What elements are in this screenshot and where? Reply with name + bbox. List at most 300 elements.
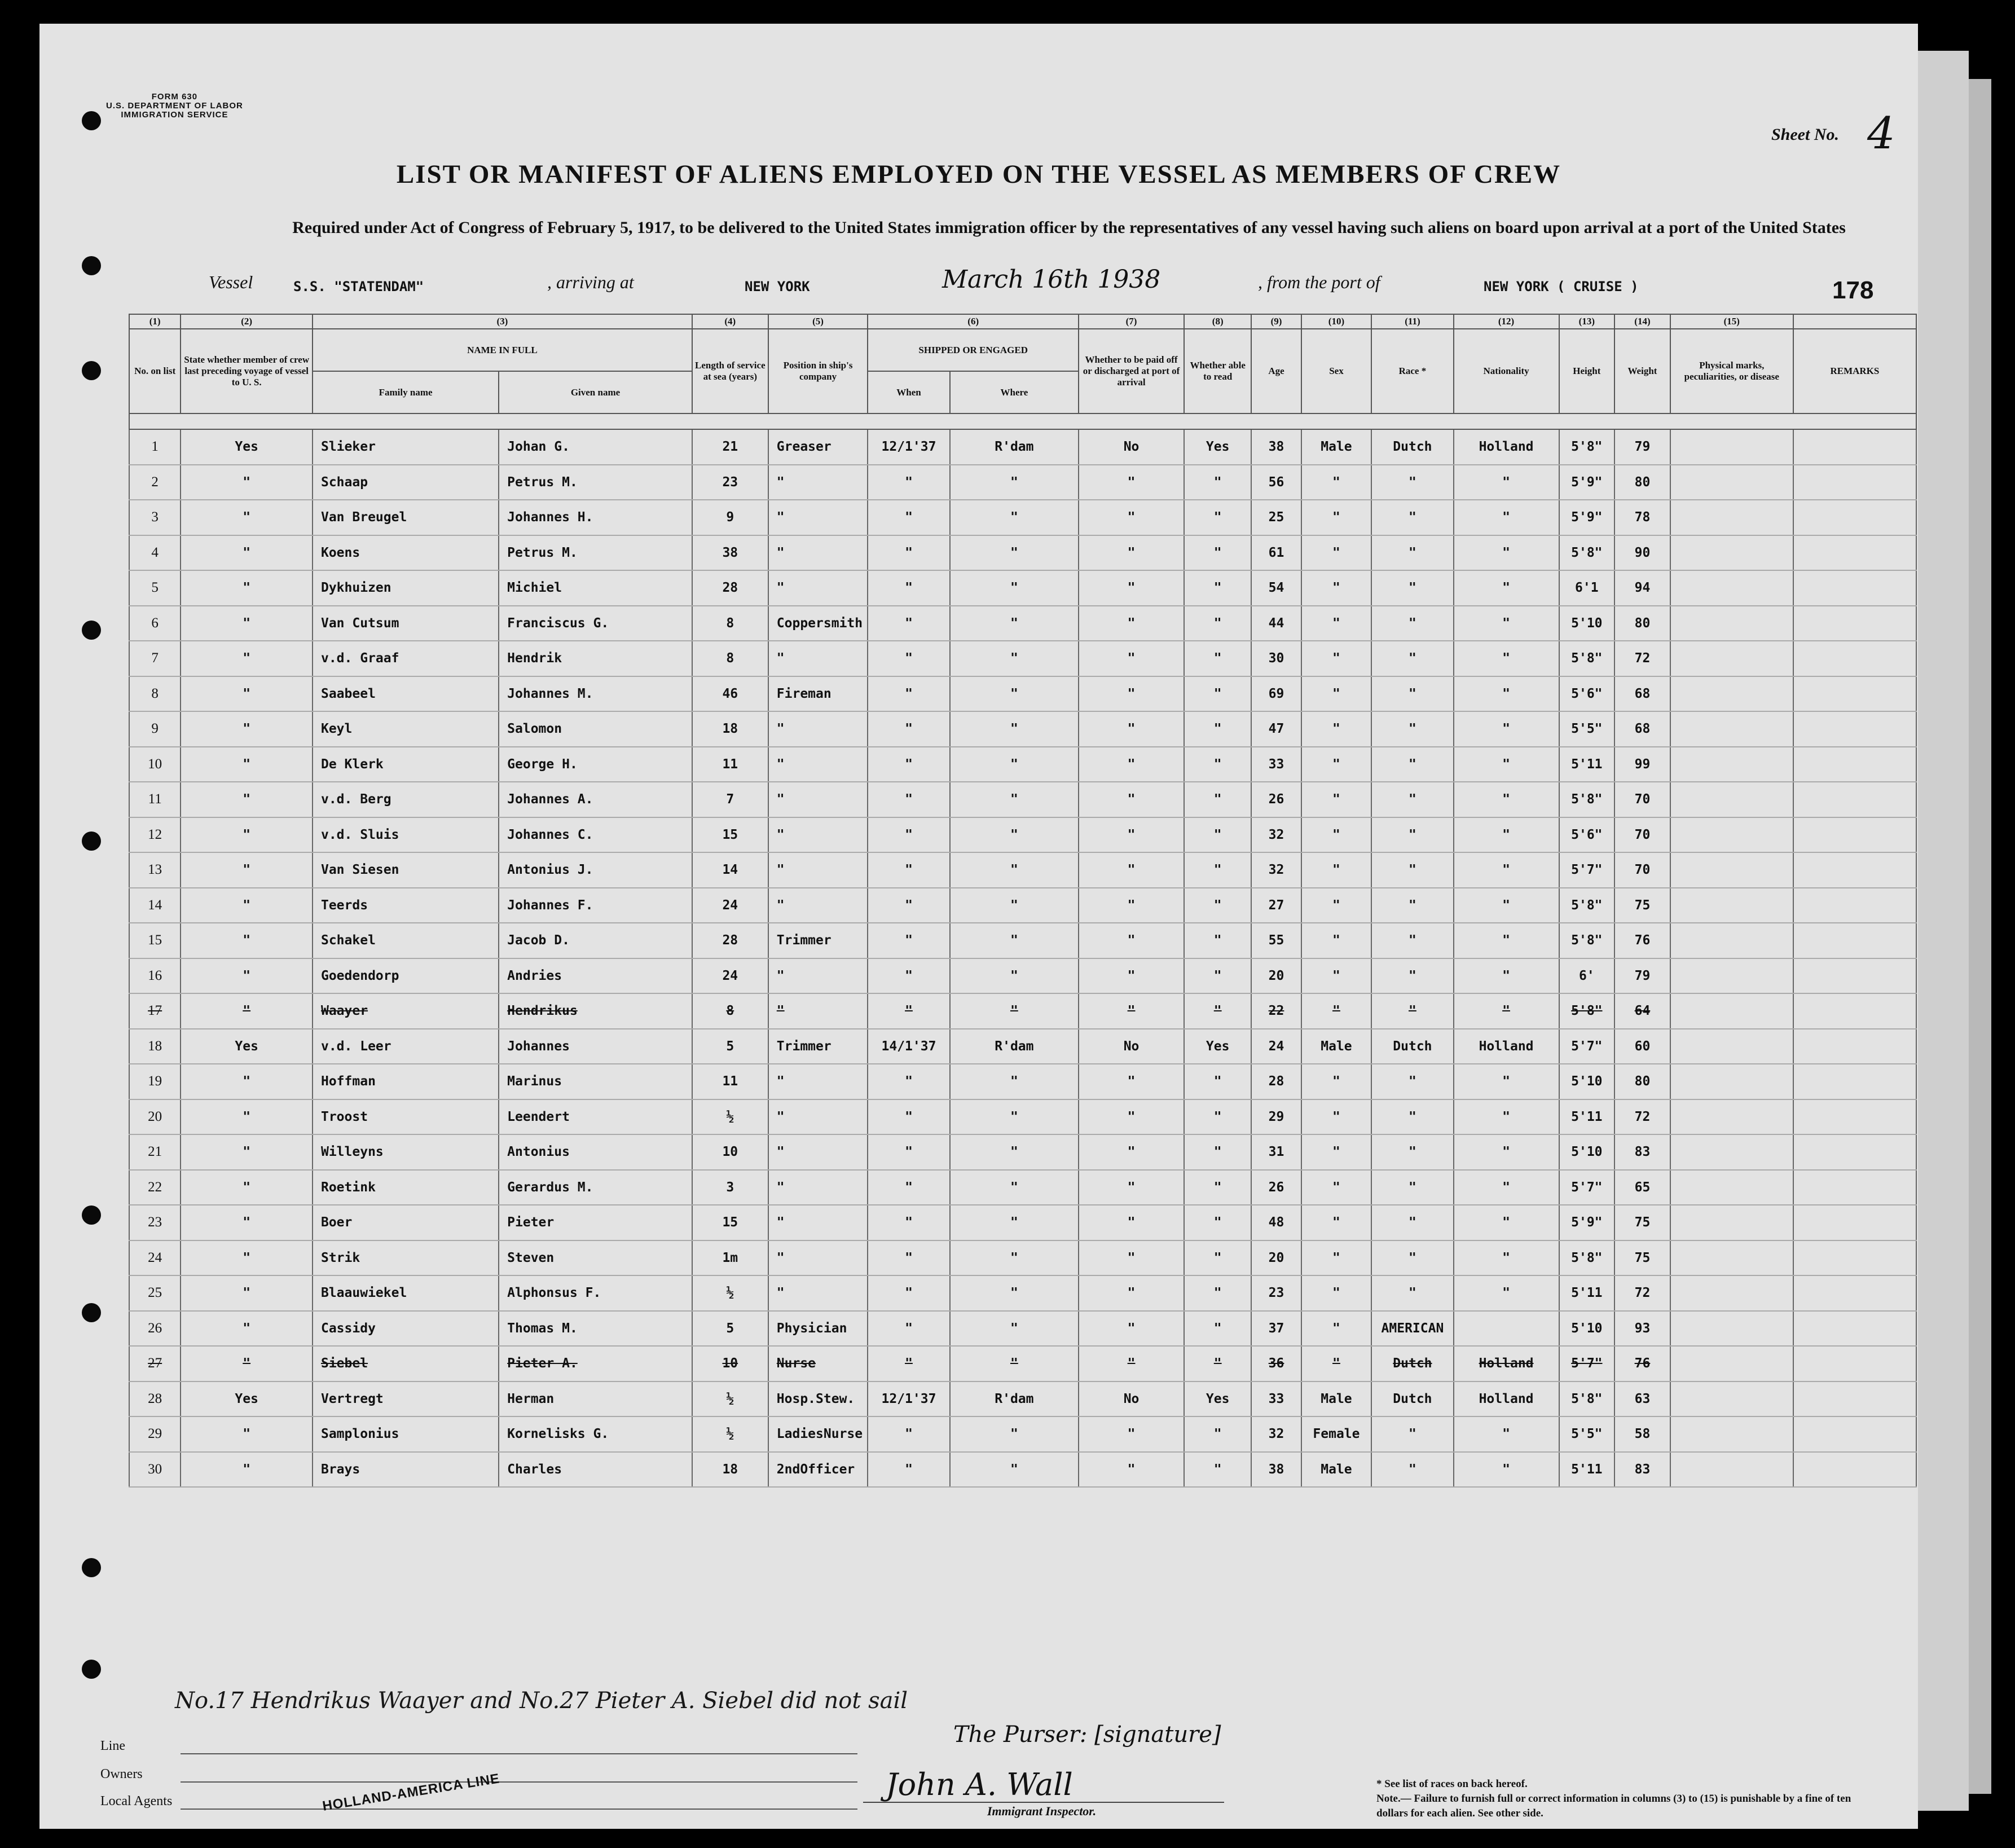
cell-race: " [1371,852,1453,888]
header-no-on-list: No. on list [129,329,181,413]
cell-given-name: Johan G. [499,429,692,465]
cell-age: 26 [1251,782,1301,817]
col-num: (9) [1251,314,1301,329]
cell-previous-voyage: " [181,888,313,923]
cell-position: " [768,1205,868,1240]
cell-weight: 64 [1614,993,1670,1029]
cell-remarks [1793,1099,1916,1135]
cell-height: 5'5" [1559,711,1615,747]
cell-nationality: " [1454,782,1559,817]
cell-length-of-service: 5 [692,1311,768,1347]
header-sex: Sex [1301,329,1372,413]
cell-given-name: George H. [499,747,692,782]
cell-length-of-service: 23 [692,465,768,500]
cell-race: Dutch [1371,1346,1453,1381]
cell-age: 24 [1251,1029,1301,1064]
line-label: Line [100,1739,125,1753]
col-num: (14) [1614,314,1670,329]
cell-nationality: Holland [1454,1346,1559,1381]
cell-physical-marks [1670,1134,1793,1170]
cell-height: 5'9" [1559,465,1615,500]
cell-age: 55 [1251,923,1301,958]
cell-length-of-service: 24 [692,888,768,923]
cell-nationality: Holland [1454,1381,1559,1417]
cell-no: 16 [129,958,181,994]
cell-able-to-read: " [1184,711,1251,747]
crew-row [129,1452,1916,1488]
cell-given-name: Gerardus M. [499,1170,692,1205]
page-title: LIST OR MANIFEST OF ALIENS EMPLOYED ON THE VESSEL AS MEMBERS OF CREW [396,160,1561,189]
cell-age: 30 [1251,641,1301,676]
col-num: (10) [1301,314,1372,329]
cell-height: 5'7" [1559,852,1615,888]
cell-sex: " [1301,1311,1372,1347]
cell-nationality: Holland [1454,429,1559,465]
crew-row [129,1275,1916,1311]
cell-sex: " [1301,1275,1372,1311]
cell-physical-marks [1670,1099,1793,1135]
cell-nationality: " [1454,1099,1559,1135]
cell-physical-marks [1670,782,1793,817]
cell-family-name: Slieker [313,429,499,465]
header-row-1 [129,329,1916,371]
crew-row [129,888,1916,923]
cell-paid-off: " [1079,747,1184,782]
cell-able-to-read: " [1184,1064,1251,1099]
cell-given-name: Hendrik [499,641,692,676]
cell-age: 31 [1251,1134,1301,1170]
cell-where: " [950,1064,1079,1099]
cell-weight: 83 [1614,1452,1670,1488]
binder-hole [82,111,101,130]
cell-where: R'dam [950,429,1079,465]
cell-physical-marks [1670,817,1793,853]
cell-physical-marks [1670,1170,1793,1205]
cell-weight: 99 [1614,747,1670,782]
cell-previous-voyage: " [181,1346,313,1381]
cell-weight: 68 [1614,676,1670,712]
cell-remarks [1793,570,1916,606]
cell-previous-voyage: " [181,570,313,606]
cell-given-name: Michiel [499,570,692,606]
cell-race: " [1371,747,1453,782]
cell-family-name: v.d. Graaf [313,641,499,676]
col-num: (11) [1371,314,1453,329]
header-paid-off: Whether to be paid off or discharged at port of arrival [1079,329,1184,413]
cell-age: 44 [1251,606,1301,641]
col-num: (2) [181,314,313,329]
binder-hole [82,1558,101,1577]
cell-length-of-service: 8 [692,606,768,641]
cell-age: 29 [1251,1099,1301,1135]
cell-no: 3 [129,500,181,535]
cell-sex: " [1301,888,1372,923]
cell-position: " [768,782,868,817]
crew-row [129,958,1916,994]
cell-paid-off: " [1079,606,1184,641]
cell-remarks [1793,747,1916,782]
cell-paid-off: " [1079,852,1184,888]
crew-row [129,923,1916,958]
cell-physical-marks [1670,641,1793,676]
footnote-penalty: Note.— Failure to furnish full or correct information in columns (3) to (15) is punishable by a fine of ten dollars for each alien. See other side. [1376,1793,1851,1819]
cell-able-to-read: " [1184,993,1251,1029]
cell-no: 25 [129,1275,181,1311]
cell-family-name: Hoffman [313,1064,499,1099]
cell-age: 33 [1251,1381,1301,1417]
cell-sex: " [1301,1170,1372,1205]
cell-remarks [1793,993,1916,1029]
cell-able-to-read: " [1184,1416,1251,1452]
cell-when: " [868,1099,949,1135]
cell-length-of-service: 28 [692,570,768,606]
cell-when: " [868,923,949,958]
column-number-row [129,314,1916,329]
cell-paid-off: " [1079,958,1184,994]
cell-sex: " [1301,535,1372,571]
cell-no: 22 [129,1170,181,1205]
inspector-caption: Immigrant Inspector. [987,1804,1097,1818]
cell-no: 15 [129,923,181,958]
cell-weight: 79 [1614,429,1670,465]
cell-where: " [950,888,1079,923]
cell-height: 5'11 [1559,1099,1615,1135]
cell-physical-marks [1670,923,1793,958]
cell-position: " [768,958,868,994]
cell-sex: " [1301,923,1372,958]
cell-age: 47 [1251,711,1301,747]
cell-position: " [768,570,868,606]
cell-position: " [768,500,868,535]
cell-race: " [1371,782,1453,817]
cell-position: " [768,1099,868,1135]
cell-weight: 68 [1614,711,1670,747]
cell-length-of-service: 18 [692,711,768,747]
col-num: (7) [1079,314,1184,329]
cell-family-name: Cassidy [313,1311,499,1347]
header-previous-voyage: State whether member of crew last preceding voyage of vessel to U. S. [181,329,313,413]
cell-position: " [768,465,868,500]
crew-row [129,606,1916,641]
cell-where: " [950,1275,1079,1311]
cell-sex: Male [1301,1452,1372,1488]
cell-sex: " [1301,817,1372,853]
cell-age: 32 [1251,1416,1301,1452]
col-num: (5) [768,314,868,329]
crew-row [129,500,1916,535]
cell-family-name: Van Cutsum [313,606,499,641]
header-weight: Weight [1614,329,1670,413]
cell-no: 20 [129,1099,181,1135]
sheet-label: Sheet No. [1771,125,1839,144]
crew-row [129,747,1916,782]
cell-no: 24 [129,1240,181,1276]
cell-given-name: Charles [499,1452,692,1488]
cell-age: 26 [1251,1170,1301,1205]
cell-age: 20 [1251,958,1301,994]
header-height: Height [1559,329,1615,413]
owners-rule [181,1781,857,1783]
cell-nationality: " [1454,1452,1559,1488]
cell-height: 5'8" [1559,888,1615,923]
cell-given-name: Leendert [499,1099,692,1135]
cell-family-name: Schakel [313,923,499,958]
cell-position: Coppersmith [768,606,868,641]
cell-able-to-read: " [1184,500,1251,535]
cell-given-name: Franciscus G. [499,606,692,641]
cell-remarks [1793,606,1916,641]
cell-age: 38 [1251,429,1301,465]
cell-where: " [950,711,1079,747]
cell-remarks [1793,1170,1916,1205]
cell-position: " [768,817,868,853]
cell-able-to-read: " [1184,641,1251,676]
cell-given-name: Antonius [499,1134,692,1170]
cell-nationality [1454,1311,1559,1347]
col-num: (15) [1670,314,1793,329]
cell-remarks [1793,1240,1916,1276]
cell-age: 27 [1251,888,1301,923]
cell-length-of-service: 15 [692,1205,768,1240]
cell-able-to-read: " [1184,1205,1251,1240]
cell-length-of-service: 10 [692,1346,768,1381]
cell-remarks [1793,535,1916,571]
cell-height: 5'10 [1559,1311,1615,1347]
cell-when: " [868,993,949,1029]
cell-weight: 75 [1614,1205,1670,1240]
header-spacer-row [129,413,1916,429]
manifest-page [39,24,1918,1829]
cell-sex: " [1301,606,1372,641]
cell-able-to-read: " [1184,817,1251,853]
cell-age: 32 [1251,817,1301,853]
binder-hole [82,831,101,851]
cell-race: " [1371,570,1453,606]
cell-previous-voyage: " [181,1134,313,1170]
cell-position: Nurse [768,1346,868,1381]
cell-race: " [1371,465,1453,500]
cell-when: " [868,1240,949,1276]
cell-given-name: Pieter [499,1205,692,1240]
cell-where: " [950,1170,1079,1205]
cell-height: 5'8" [1559,1240,1615,1276]
cell-race: " [1371,676,1453,712]
col-num: (4) [692,314,768,329]
cell-given-name: Pieter A. [499,1346,692,1381]
cell-paid-off: " [1079,1346,1184,1381]
cell-when: " [868,1311,949,1347]
cell-when: " [868,570,949,606]
underlying-page-edge [1918,51,1969,1811]
cell-sex: " [1301,782,1372,817]
cell-where: " [950,676,1079,712]
cell-remarks [1793,711,1916,747]
cell-height: 5'8" [1559,923,1615,958]
cell-previous-voyage: " [181,465,313,500]
cell-height: 5'7" [1559,1170,1615,1205]
header-nationality: Nationality [1454,329,1559,413]
cell-when: " [868,500,949,535]
crew-row [129,1064,1916,1099]
cell-family-name: Blaauwiekel [313,1275,499,1311]
cell-no: 30 [129,1452,181,1488]
cell-able-to-read: " [1184,1170,1251,1205]
cell-age: 61 [1251,535,1301,571]
cell-no: 14 [129,888,181,923]
cell-physical-marks [1670,852,1793,888]
cell-no: 7 [129,641,181,676]
cell-sex: " [1301,1064,1372,1099]
cell-no: 26 [129,1311,181,1347]
header-remarks: REMARKS [1793,329,1916,413]
vessel-label: Vessel [209,272,253,292]
cell-no: 10 [129,747,181,782]
cell-when: 14/1'37 [868,1029,949,1064]
cell-weight: 75 [1614,1240,1670,1276]
cell-weight: 63 [1614,1381,1670,1417]
cell-weight: 79 [1614,958,1670,994]
cell-paid-off: " [1079,888,1184,923]
cell-able-to-read: " [1184,1134,1251,1170]
cell-sex: " [1301,641,1372,676]
cell-given-name: Andries [499,958,692,994]
cell-weight: 70 [1614,852,1670,888]
cell-no: 6 [129,606,181,641]
cell-able-to-read: " [1184,570,1251,606]
cell-position: Greaser [768,429,868,465]
header-age: Age [1251,329,1301,413]
cell-when: " [868,535,949,571]
cell-position: " [768,535,868,571]
cell-given-name: Johannes [499,1029,692,1064]
header-physical-marks: Physical marks, peculiarities, or disease [1670,329,1793,413]
cell-height: 5'10 [1559,1134,1615,1170]
cell-no: 1 [129,429,181,465]
cell-sex: " [1301,570,1372,606]
cell-family-name: Keyl [313,711,499,747]
cell-given-name: Herman [499,1381,692,1417]
cell-age: 48 [1251,1205,1301,1240]
crew-row [129,1381,1916,1417]
cell-age: 56 [1251,465,1301,500]
cell-weight: 83 [1614,1134,1670,1170]
cell-position: " [768,1134,868,1170]
cell-weight: 70 [1614,782,1670,817]
cell-length-of-service: 1m [692,1240,768,1276]
cell-given-name: Johannes H. [499,500,692,535]
cell-age: 23 [1251,1275,1301,1311]
crew-row [129,465,1916,500]
cell-able-to-read: Yes [1184,1029,1251,1064]
cell-when: " [868,852,949,888]
cell-race: AMERICAN [1371,1311,1453,1347]
cell-sex: " [1301,1205,1372,1240]
footnote-races: * See list of races on back hereof. [1376,1778,1528,1790]
crew-row [129,782,1916,817]
cell-weight: 60 [1614,1029,1670,1064]
cell-position: " [768,852,868,888]
cell-race: " [1371,1099,1453,1135]
header-family-name: Family name [313,371,499,413]
cell-position: " [768,641,868,676]
cell-previous-voyage: " [181,993,313,1029]
crew-row [129,641,1916,676]
cell-length-of-service: 5 [692,1029,768,1064]
agents-rule [181,1809,857,1810]
cell-given-name: Johannes A. [499,782,692,817]
cell-remarks [1793,1275,1916,1311]
cell-previous-voyage: Yes [181,1381,313,1417]
cell-paid-off: " [1079,1064,1184,1099]
cell-height: 5'8" [1559,782,1615,817]
cell-nationality: " [1454,1275,1559,1311]
cell-position: " [768,747,868,782]
crew-row [129,570,1916,606]
cell-position: " [768,1064,868,1099]
cell-nationality: " [1454,500,1559,535]
cell-remarks [1793,1064,1916,1099]
cell-weight: 72 [1614,1099,1670,1135]
cell-previous-voyage: " [181,500,313,535]
cell-length-of-service: 46 [692,676,768,712]
cell-physical-marks [1670,958,1793,994]
cell-family-name: Teerds [313,888,499,923]
cell-paid-off: " [1079,1170,1184,1205]
cell-family-name: Willeyns [313,1134,499,1170]
cell-physical-marks [1670,993,1793,1029]
cell-nationality: " [1454,535,1559,571]
crew-row [129,817,1916,853]
cell-where: " [950,500,1079,535]
cell-given-name: Steven [499,1240,692,1276]
cell-race: Dutch [1371,1029,1453,1064]
cell-remarks [1793,1311,1916,1347]
cell-where: " [950,747,1079,782]
header-name-in-full: NAME IN FULL [313,329,692,371]
cell-previous-voyage: " [181,1240,313,1276]
cell-no: 9 [129,711,181,747]
cell-when: " [868,606,949,641]
cell-race: " [1371,993,1453,1029]
cell-race: " [1371,1275,1453,1311]
binder-hole [82,1660,101,1679]
vessel-name: S.S. "STATENDAM" [293,279,424,294]
cell-where: " [950,1452,1079,1488]
cell-physical-marks [1670,1064,1793,1099]
signature-rule [863,1802,1224,1803]
crew-row [129,1099,1916,1135]
cell-length-of-service: 18 [692,1452,768,1488]
cell-family-name: v.d. Sluis [313,817,499,853]
cell-sex: Female [1301,1416,1372,1452]
cell-able-to-read: Yes [1184,429,1251,465]
cell-family-name: Troost [313,1099,499,1135]
cell-no: 29 [129,1416,181,1452]
cell-race: " [1371,1170,1453,1205]
cell-previous-voyage: " [181,1205,313,1240]
cell-physical-marks [1670,500,1793,535]
cell-previous-voyage: " [181,641,313,676]
cell-able-to-read: " [1184,1311,1251,1347]
cell-where: R'dam [950,1029,1079,1064]
header-shipped-engaged: SHIPPED OR ENGAGED [868,329,1079,371]
cell-weight: 93 [1614,1311,1670,1347]
cell-when: 12/1'37 [868,1381,949,1417]
cell-nationality: " [1454,711,1559,747]
cell-nationality: " [1454,465,1559,500]
cell-previous-voyage: " [181,711,313,747]
cell-family-name: Saabeel [313,676,499,712]
